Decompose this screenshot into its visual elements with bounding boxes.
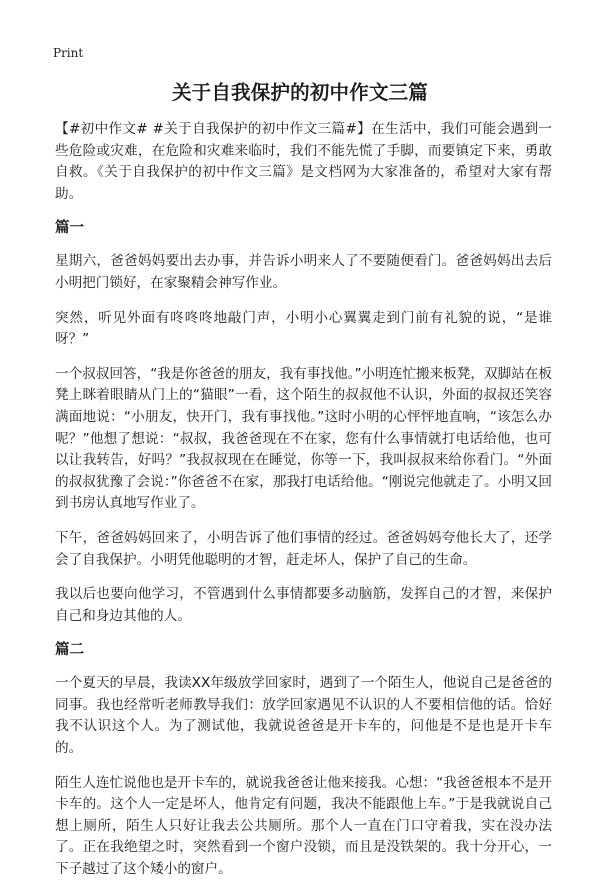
print-link[interactable]: Print: [53, 46, 84, 60]
paragraph: 一个叔叔回答，“我是你爸爸的朋友，我有事找他。”小明连忙搬来板凳，双脚站在板凳上眯着眼睛从门上的“猫眼”一看，这个陌生的叔叔他不认识，外面的叔叔还笑容满面地说：“小朋友，快开门，我有事找他。”这时小明的心怦怦地直响，“该怎么办呢？”他想了想说：“叔叔，我爸爸现在不在家，您有什么事情就打电话给他，也可以让我转告，好吗？”我叔叔现在在睡觉，你等一下，我叫叔叔来给你看门。“外面的叔叔犹豫了会说：”你爸爸不在家，那我打电话给他。“刚说完他就走了。小明又回到书房认真地写作业了。: [55, 365, 552, 512]
intro-paragraph: 【#初中作文# #关于自我保护的初中作文三篇#】在生活中，我们可能会遇到一些危险或灾难，在危险和灾难来临时，我们不能先慌了手脚，而要镇定下来，勇敢自救。《关于自我保护的初中作文三篇》是文档网为大家准备的，希望对大家有帮助。: [55, 121, 552, 202]
paragraph: 突然，听见外面有咚咚咚地敲门声，小明小心翼翼走到门前有礼貌的说，“是谁呀？”: [55, 309, 552, 348]
section-heading: 篇一: [55, 220, 84, 237]
paragraph: 星期六，爸爸妈妈要出去办事，并告诉小明来人了不要随便看门。爸爸妈妈出去后小明把门锁好，在家聚精会神写作业。: [55, 253, 552, 291]
article-body: [55, 119, 552, 894]
page-title: 关于自我保护的初中作文三篇: [171, 81, 429, 104]
paragraph: 下午，爸爸妈妈回来了，小明告诉了他们事情的经过。爸爸妈妈夸他长大了，还学会了自我保护。小明凭他聪明的才智，赶走坏人，保护了自己的生命。: [55, 529, 552, 568]
paragraph: 陌生人连忙说他也是开卡车的，就说我爸爸让他来接我。心想：“我爸爸根本不是开卡车的。这个人一定是坏人，他肯定有问题，我决不能跟他上车。”于是我就说自己想上厕所，陌生人只好让我去公共厕所。那个人一直在门口守着我，实在没办法了。正在我绝望之时，突然看到一个窗户没锁，而且是没铁架的。我十分开心，一下子越过了这个矮小的窗户。: [55, 774, 552, 878]
paragraph: 一个夏天的早晨，我读XX年级放学回家时，遇到了一个陌生人，他说自己是爸爸的同事。我也经常听老师教导我们：放学回家遇见不认识的人不要相信他的话。恰好我不认识这个人。为了测试他，我就说爸爸是开卡车的，问他是不是也是开卡车的。: [55, 675, 552, 757]
paragraph: 我以后也要向他学习，不管遇到什么事情都要多动脑筋，发挥自己的才智，来保护自己和身边其他的人。: [55, 586, 552, 624]
section-heading: 篇二: [55, 642, 84, 659]
